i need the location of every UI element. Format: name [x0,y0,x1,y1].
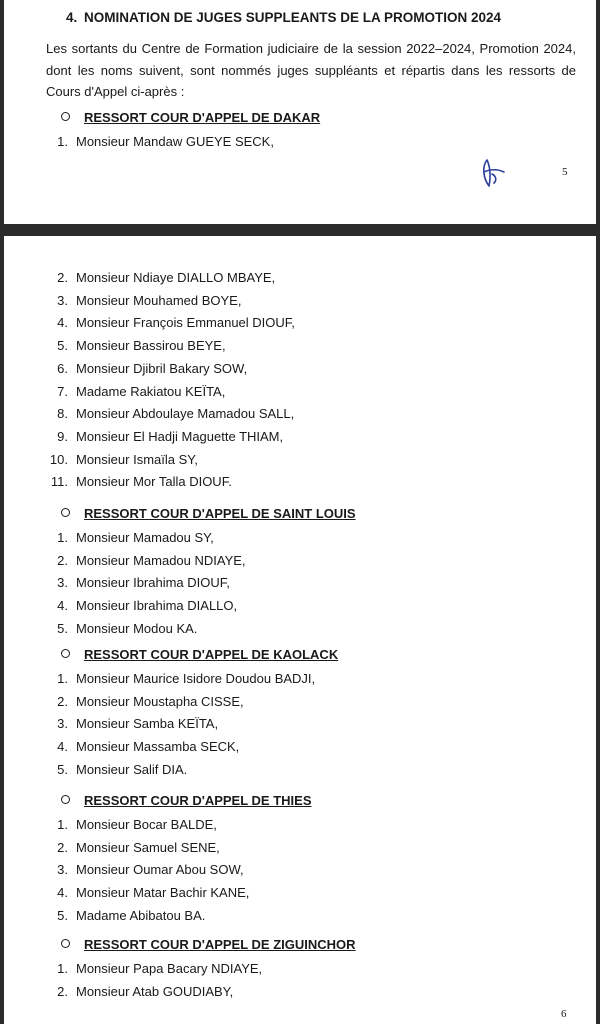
list-item [42,338,226,353]
list-item [42,315,295,330]
item-number: 6. [57,361,68,376]
item-number: 4. [57,885,68,900]
list-item [42,553,246,568]
list-item [42,739,239,754]
list-item [42,862,244,877]
item-number: 2. [57,694,68,709]
item-number: 5. [57,621,68,636]
list-item [42,293,241,308]
section-dakar [61,110,320,125]
item-name: Monsieur Maurice Isidore Doudou BADJI, [76,671,316,686]
section-title: RESSORT COUR D'APPEL DE THIES [84,793,312,808]
item-number: 5. [57,338,68,353]
item-number: 7. [57,384,68,399]
list-item [42,840,220,855]
list-item [42,452,198,467]
list-item [42,817,217,832]
list-item [42,406,294,421]
page-number: 6 [561,1008,567,1020]
list-item [42,429,283,444]
item-number: 3. [57,716,68,731]
item-name: Monsieur El Hadji Maguette THIAM, [76,429,284,444]
item-name: Monsieur Massamba SECK, [76,739,240,754]
item-name: Monsieur Ibrahima DIOUF, [76,575,230,590]
item-number: 1. [57,671,68,686]
item-name: Monsieur Ibrahima DIALLO, [76,598,238,613]
list-item [42,671,315,686]
item-name: Monsieur Ndiaye DIALLO MBAYE, [76,270,276,285]
list-item [42,530,214,545]
item-number: 3. [57,575,68,590]
heading-text: NOMINATION DE JUGES SUPPLEANTS DE LA PROMOTION 2024 [84,10,502,25]
item-name: Monsieur Samba KEÏTA, [76,716,219,731]
signature-initial-icon [478,156,506,190]
item-number: 11. [50,474,68,489]
item-name: Monsieur Mor Talla DIOUF. [76,474,232,489]
section-thies [61,793,312,808]
item-name: Monsieur Mamadou SY, [76,530,214,545]
item-number: 2. [57,984,68,999]
item-number: 3. [57,862,68,877]
list-item [42,694,244,709]
item-number: 4. [57,315,68,330]
section-title: RESSORT COUR D'APPEL DE DAKAR [84,110,321,125]
item-number: 5. [57,762,68,777]
item-number: 1. [57,817,68,832]
item-number: 5. [57,908,68,923]
item-name: Monsieur Mouhamed BOYE, [76,293,242,308]
list-item [42,762,187,777]
item-number: 1. [57,134,68,149]
item-name: Madame Abibatou BA. [76,908,206,923]
section-title: RESSORT COUR D'APPEL DE ZIGUINCHOR [84,937,356,952]
circle-bullet-icon [61,939,70,948]
section-kaolack [61,647,338,662]
document-page-6 [4,236,596,1024]
document-page-5 [4,0,596,224]
item-number: 8. [57,406,68,421]
section-heading [66,10,501,25]
item-number: 2. [57,270,68,285]
list-item [42,474,232,489]
list-item [42,885,249,900]
circle-bullet-icon [61,649,70,658]
list-item [42,961,262,976]
item-name: Madame Rakiatou KEÏTA, [76,384,226,399]
list-item [42,384,225,399]
list-item [42,598,237,613]
section-saint-louis [61,506,356,521]
list-item [42,575,230,590]
item-name: Monsieur Papa Bacary NDIAYE, [76,961,263,976]
heading-number: 4. [66,10,78,25]
section-title: RESSORT COUR D'APPEL DE SAINT LOUIS [84,506,356,521]
section-title: RESSORT COUR D'APPEL DE KAOLACK [84,647,339,662]
item-number: 1. [57,530,68,545]
item-name: Monsieur Samuel SENE, [76,840,220,855]
item-number: 10. [49,452,68,467]
list-item [42,134,274,149]
item-name: Monsieur Matar Bachir KANE, [76,885,250,900]
intro-paragraph: Les sortants du Centre de Formation judiciaire de la session 2022–2024, Promotion 2024, dont les noms suivent, sont nommés juges suppléants et répartis dans les ressorts de Cours d'Appel ci-après : [46,41,576,99]
list-item [42,908,205,923]
list-item [42,361,247,376]
list-item [42,270,275,285]
circle-bullet-icon [61,508,70,517]
item-name: Monsieur Moustapha CISSE, [76,694,244,709]
list-item [42,716,218,731]
item-name: Monsieur Djibril Bakary SOW, [76,361,248,376]
item-name: Monsieur Ismaïla SY, [76,452,198,467]
item-number: 4. [57,598,68,613]
item-number: 1. [57,961,68,976]
item-name: Monsieur Oumar Abou SOW, [76,862,244,877]
item-name: Monsieur Atab GOUDIABY, [76,984,234,999]
list-item [42,621,197,636]
item-name: Monsieur François Emmanuel DIOUF, [76,315,295,330]
item-name: Monsieur Salif DIA. [76,762,188,777]
circle-bullet-icon [61,112,70,121]
item-number: 9. [57,429,68,444]
item-number: 2. [57,553,68,568]
item-name: Monsieur Bassirou BEYE, [76,338,226,353]
item-number: 3. [57,293,68,308]
list-item [42,984,233,999]
section-ziguinchor [61,937,356,952]
item-name: Monsieur Mamadou NDIAYE, [76,553,246,568]
item-name: Monsieur Mandaw GUEYE SECK, [76,134,274,149]
item-number: 4. [57,739,68,754]
item-number: 2. [57,840,68,855]
item-name: Monsieur Modou KA. [76,621,198,636]
page-number: 5 [562,166,568,178]
item-name: Monsieur Bocar BALDE, [76,817,217,832]
circle-bullet-icon [61,795,70,804]
item-name: Monsieur Abdoulaye Mamadou SALL, [76,406,295,421]
